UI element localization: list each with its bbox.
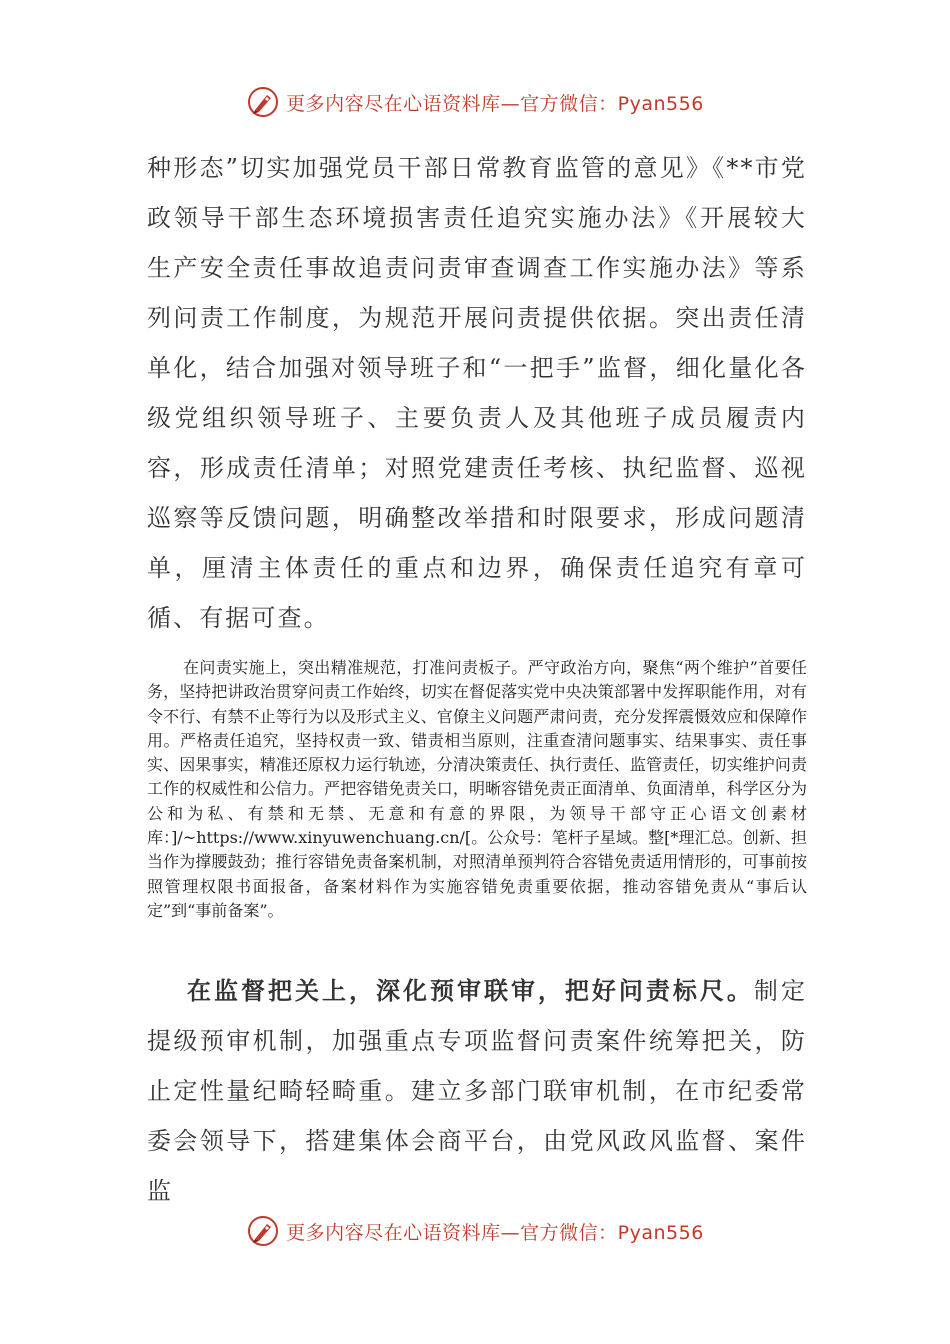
body-paragraph-2: 在问责实施上，突出精准规范，打准问责板子。严守政治方向，聚焦“两个维护”首要任务，坚持把讲政治贯穿问责工作始终，切实在督促落实党中央决策部署中发挥职能作用，对有令不行、有禁不止等行为以及形式主义、官僚主义问题严肃问责，充分发挥震慑效应和保障作用。严格责任追究，坚持权责一致、错责相当原则，注重查清问题事实、结果事实、责任事实、因果事实，精准还原权力运行轨迹，分清决策责任、执行责任、监管责任，切实维护问责工作的权威性和公信力。严把容错免责关口，明晰容错免责正面清单、负面清单，科学区分为公和为私、有禁和无禁、无意和有意的界限，为领导干部守正心语文创素材库：]/~https://www.xinyuwenchuang.cn/[。公众号：笔杆子星域。整[*理汇总。创新、担当作为撑腰鼓劲；推行容错免责备案机制，对照清单预判符合容错免责适用情形的，可事前按照管理权限书面报备，备案材料作为实施容错免责重要依据，推动容错免责从“事后认定”到“事前备案”。: [147, 658, 807, 920]
body-paragraph-1: 种形态”切实加强党员干部日常教育监管的意见》《**市党政领导干部生态环境损害责任追究实施办法》《开展较大生产安全责任事故追责问责审查调查工作实施办法》等系列问责工作制度，为规范开展问责提供依据。突出责任清单化，结合加强对领导班子和“一把手”监督，细化量化各级党组织领导班子、主要负责人及其他班子成员履责内容，形成责任清单；对照党建责任考核、执纪监督、巡视巡察等反馈问题，明确整改举措和时限要求，形成问题清单，厘清主体责任的重点和边界，确保责任追究有章可循、有据可查。: [147, 154, 807, 632]
banner-text: 更多内容尽在心语资料库—官方微信：Pyan556: [286, 92, 704, 115]
wechat-id: Pyan556: [617, 1221, 704, 1244]
header-banner: [0, 82, 950, 122]
pen-nib-icon: [246, 85, 280, 119]
wechat-id: Pyan556: [617, 92, 704, 115]
footer-banner: [0, 1211, 950, 1251]
paragraph-3-text: 制定提级预审机制，加强重点专项监督问责案件统筹把关，防止定性量纪畸轻畸重。建立多部门联审机制，在市纪委常委会领导下，搭建集体会商平台，由党风政风监督、案件监: [147, 977, 808, 1205]
pen-nib-icon: [246, 1214, 280, 1248]
body-paragraph-3: [147, 966, 807, 1216]
paragraph-lead-heading: 在监督把关上，深化预审联审，把好问责标尺。: [187, 976, 754, 1005]
banner-text: 更多内容尽在心语资料库—官方微信：Pyan556: [286, 1221, 704, 1244]
